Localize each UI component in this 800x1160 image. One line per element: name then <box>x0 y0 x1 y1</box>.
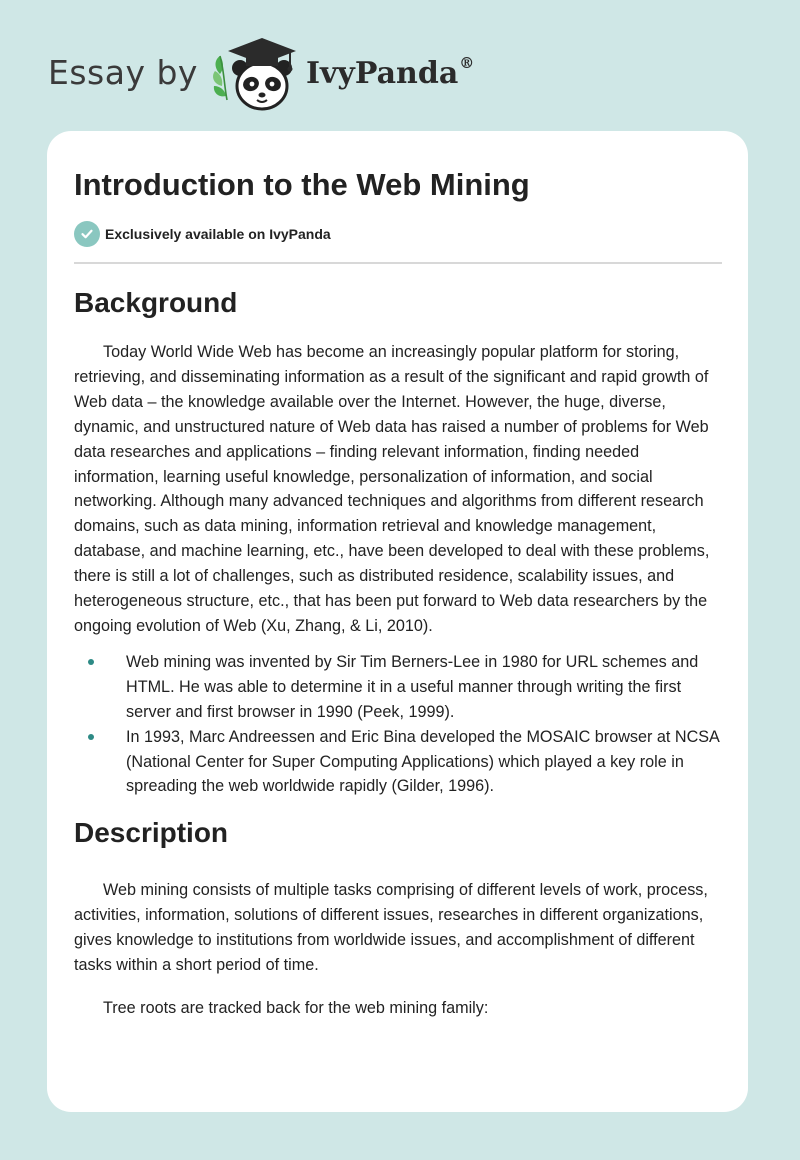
background-bullet-list <box>74 650 722 799</box>
divider <box>74 262 722 264</box>
background-paragraph: Today World Wide Web has become an increasingly popular platform for storing, retrieving, and disseminating information as a result of the significant and rapid growth of Web data – the knowledge available over the Internet. However, the huge, diverse, dynamic, and unstructured nature of Web data has raised a number of problems for Web data researches and applications – finding relevant information, finding needed information, learning useful knowledge, personalization of information, and social networking. Although many advanced techniques and algorithms from different research domains, such as data mining, information retrieval and knowledge management, database, and machine learning, etc., have been developed to deal with these problems, there is still a lot of challenges, such as distributed residence, scalability issues, and heterogeneous structure, etc., that has been put forward to Web data researchers by the ongoing evolution of Web (Xu, Zhang, & Li, 2010). <box>74 343 710 635</box>
section-background <box>74 286 722 799</box>
bullet-text: In 1993, Marc Andreessen and Eric Bina developed the MOSAIC browser at NCSA (National Center for Super Computing Applications) which played a key role in spreading the web worldwide rapidly (Gilder, 1996). <box>126 727 719 796</box>
bullet-dot-icon <box>88 659 94 665</box>
bullet-item <box>74 725 722 800</box>
section-description <box>74 816 722 1021</box>
availability-row <box>74 220 722 248</box>
essay-by-label: Essay by <box>48 52 198 92</box>
bullet-text: Web mining was invented by Sir Tim Berners-Lee in 1980 for URL schemes and HTML. He was able to determine it in a useful manner through writing the first server and first browser in 1990 (Peek, 1999). <box>126 652 699 721</box>
bullet-dot-icon <box>88 734 94 740</box>
bullet-item <box>74 650 722 725</box>
registered-mark: ® <box>459 53 475 72</box>
section-heading-background: Background <box>74 287 238 318</box>
page-title: Introduction to the Web Mining <box>74 167 530 202</box>
description-paragraph: Tree roots are tracked back for the web mining family: <box>103 998 489 1017</box>
description-paragraph: Web mining consists of multiple tasks comprising of different levels of work, process, activities, information, solutions of different issues, researches in different organizations, gives knowledge to institutions from worldwide issues, and accomplishment of different tasks within a short period of time. <box>74 881 708 975</box>
site-header <box>48 34 474 114</box>
availability-text: Exclusively available on IvyPanda <box>105 226 331 242</box>
brand-name <box>305 53 475 91</box>
panda-graduation-cap-icon <box>210 34 302 114</box>
essay-card <box>47 131 748 1112</box>
check-circle-icon <box>74 221 100 247</box>
brand-text: IvyPanda <box>305 55 459 91</box>
section-heading-description: Description <box>74 817 229 849</box>
